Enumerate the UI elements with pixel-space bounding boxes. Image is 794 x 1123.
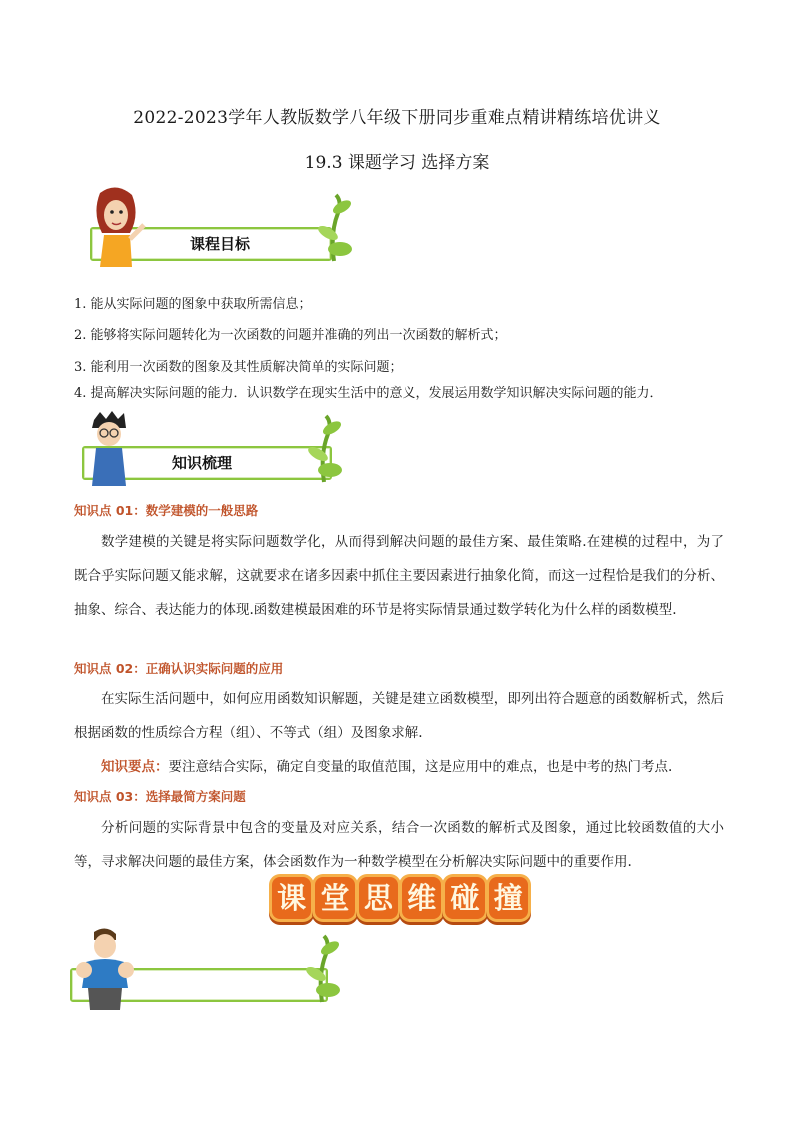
section-banner-goals bbox=[86, 185, 356, 275]
list-item: 1. 能从实际问题的图象中获取所需信息； bbox=[74, 297, 312, 312]
list-item: 2. 能够将实际问题转化为一次函数的问题并准确的列出一次函数的解析式； bbox=[74, 328, 507, 343]
teacher-woman-icon bbox=[86, 185, 146, 270]
list-item: 4. 提高解决实际问题的能力．认识数学在现实生活中的意义，发展运用数学知识解决实际问题的能力． bbox=[74, 386, 663, 401]
document-title: 2022-2023学年人教版数学八年级下册同步重难点精讲精练培优讲义 bbox=[133, 108, 661, 128]
note-text: 要注意结合实际，确定自变量的取值范围，这是应用中的难点，也是中考的热门考点. bbox=[168, 759, 673, 775]
student-boy-icon bbox=[84, 410, 134, 488]
list-item: 3. 能利用一次函数的图象及其性质解决简单的实际问题； bbox=[74, 360, 403, 375]
sprout-icon bbox=[314, 193, 354, 263]
wordart-char: 堂 bbox=[315, 877, 354, 919]
knowledge-point-text: 数学建模的关键是将实际问题数学化，从而得到解决问题的最佳方案、最佳策略.在建模的过程中，为了既合乎实际问题又能求解，这就要求在诸多因素中抓住主要因素进行抽象化简，而这一过程恰是我们的分析、抽象、综合、表达能力的体现.函数建模最困难的环节是将实际情景通过数学转化为什么样的函数模型. bbox=[74, 534, 724, 618]
section-banner-knowledge bbox=[78, 406, 358, 496]
wordart-heading bbox=[272, 877, 528, 923]
sprout-icon bbox=[302, 934, 342, 1004]
note-tag: 知识要点： bbox=[101, 759, 169, 775]
wordart-char: 碰 bbox=[445, 877, 484, 919]
section-banner-practice bbox=[66, 926, 356, 1016]
strong-man-icon bbox=[72, 926, 138, 1012]
section-label-knowledge: 知识梳理 bbox=[172, 454, 233, 472]
knowledge-point-title: 知识点 03：选择最简方案问题 bbox=[74, 789, 246, 804]
knowledge-note bbox=[101, 755, 672, 775]
sprout-icon bbox=[304, 414, 344, 484]
wordart-char: 思 bbox=[359, 877, 398, 919]
wordart-char: 课 bbox=[272, 877, 311, 919]
knowledge-point-text: 在实际生活问题中，如何应用函数知识解题，关键是建立函数模型，即列出符合题意的函数解析式，然后根据函数的性质综合方程（组）、不等式（组）及图象求解. bbox=[74, 691, 724, 741]
wordart-char: 撞 bbox=[489, 877, 528, 919]
document-subtitle: 19.3 课题学习 选择方案 bbox=[304, 153, 490, 173]
knowledge-point-title: 知识点 01：数学建模的一般思路 bbox=[74, 503, 259, 518]
wordart-char: 维 bbox=[402, 877, 441, 919]
knowledge-point-text: 分析问题的实际背景中包含的变量及对应关系，结合一次函数的解析式及图象，通过比较函数值的大小等，寻求解决问题的最佳方案，体会函数作为一种数学模型在分析解决实际问题中的重要作用. bbox=[74, 820, 724, 870]
knowledge-point-title: 知识点 02：正确认识实际问题的应用 bbox=[74, 661, 284, 676]
section-label-goals: 课程目标 bbox=[190, 235, 251, 253]
